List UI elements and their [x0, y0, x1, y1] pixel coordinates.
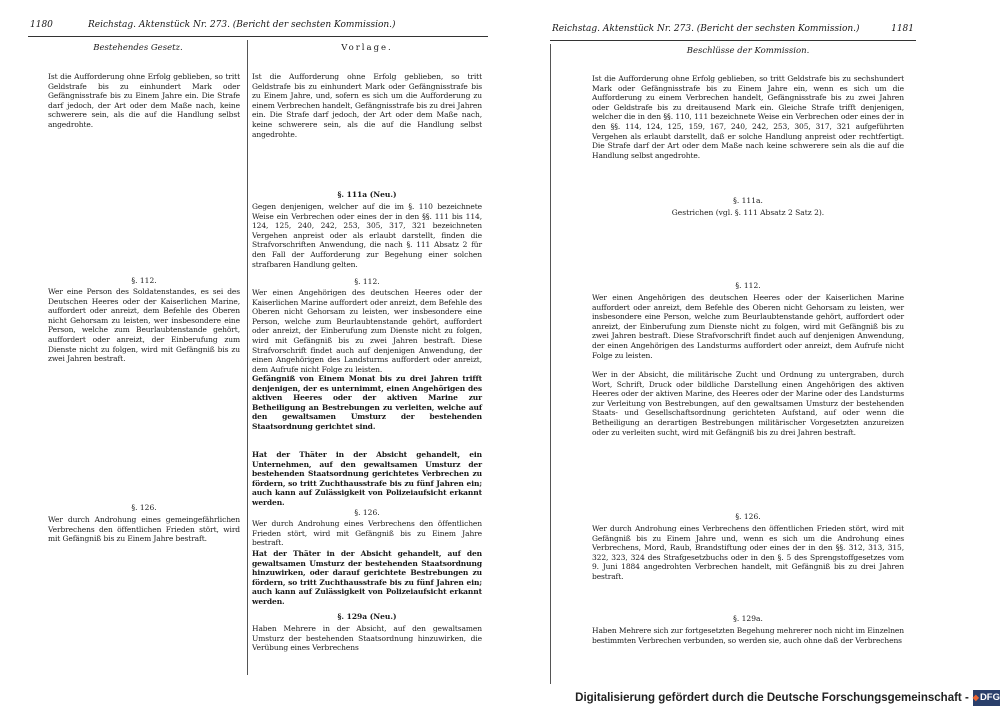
- digitization-footer: [575, 688, 1000, 707]
- dfg-arrow-icon: ◆: [972, 693, 979, 702]
- right-sec1-body: Gestrichen (vgl. §. 111 Absatz 2 Satz 2).: [671, 208, 825, 217]
- right-para1: Ist die Aufforderung ohne Erfolg geblieben, so tritt Geldstrafe bis zu sechshundert Mark oder Gefängnisstrafe bis zu Einem Jahre ein, wenn es sich um die Aufforderung zu einem Verbrechen handelt, Gefängnisstrafe bis zu zwei Jahren oder Geldstrafe bis zu dreitausend Mark ein. Gleiche Strafe trifft denjenigen, welcher die in den §§. 110, 111 bezeichnete Weise ein Verbrechen oder eines der in den §§. 114, 124, 125, 159, 167, 240, 242, 253, 305, 317, 321 aufgeführten Vergehen als erlaubt darstellt, daß er solche Handlung anpreist oder rechtfertigt. Die Strafe darf der Art oder dem Maße nach keine schwerere sein als die auf die Handlung selbst angedrohte.: [592, 74, 904, 160]
- left-col1-heading: Bestehendes Gesetz.: [93, 43, 183, 53]
- right-sec3-title: §. 126.: [735, 512, 761, 521]
- left-col2-sec2-body: Wer einen Angehörigen des deutschen Heeres oder der Kaiserlichen Marine auffordert oder anreizt, dem Befehle des Oberen nicht Gehorsam zu leisten, wer insbesondere eine Person, welche zum Beurlaubtenstande gehört, auffordert oder anreizt, der Einberufung zum Dienste nicht zu folgen, wird mit Gefängniß bis zu zwei Jahren bestraft. Diese Strafvorschrift findet auch auf denjenigen Anwendung, der einen Angehörigen des Landsturms auffordert oder anreizt, dem Aufrufe nicht Folge zu leisten.: [252, 288, 482, 374]
- left-col2-sec4-title: §. 129a (Neu.): [337, 612, 397, 621]
- dfg-logo-text: DFG: [979, 692, 1000, 703]
- left-col2-sec3-title: §. 126.: [354, 508, 380, 517]
- left-col1-sec3-title: §. 126.: [131, 503, 157, 512]
- right-col-heading: Beschlüsse der Kommission.: [686, 46, 810, 56]
- left-col2-sec3-body: Wer durch Androhung eines Verbrechens den öffentlichen Frieden stört, wird mit Gefängniß bis zu Einem Jahre bestraft.: [252, 519, 482, 548]
- right-sec4-body: Haben Mehrere sich zur fortgesetzten Begehung mehrerer noch nicht im Einzelnen bestimmten Verbrechen verbunden, so werden sie, auch ohne daß der Verbrechens: [592, 626, 904, 645]
- left-col1-para1: Ist die Aufforderung ohne Erfolg geblieben, so tritt Geldstrafe bis zu einhundert Mark oder Gefängnisstrafe bis zu Einem Jahre ein. Die Strafe darf jedoch, der Art oder dem Maße nach, keine schwerere sein, als die auf die Handlung selbst angedrohte.: [48, 72, 240, 129]
- right-header-rule: [550, 40, 916, 41]
- left-page-number: 1180: [30, 20, 53, 30]
- right-sec4-title: §. 129a.: [733, 614, 763, 623]
- dfg-logo: [973, 690, 1000, 706]
- left-col2-sec2-title: §. 112.: [354, 277, 380, 286]
- left-column-divider: [247, 40, 248, 675]
- right-sec2-para2: Wer in der Absicht, die militärische Zucht und Ordnung zu untergraben, durch Wort, Schrift, Druck oder bildliche Darstellung einen Angehörigen des aktiven Heeres oder der aktiven Marine, des Heeres oder der Marine oder des Landsturms zur Verleitung von Bestrebungen, auf den gewaltsamen Umsturz der bestehenden Staats- und Gesellschaftsordnung gerichteten Aufstand, auf oder wenn die Betheiligung an derartigen Bestrebungen militärischer Vorgesetzten anzureizen oder zu verleiten sucht, wird mit Gefängniß bis zu drei Jahren bestraft.: [592, 370, 904, 437]
- left-running-header: Reichstag. Aktenstück Nr. 273. (Bericht der sechsten Kommission.): [88, 20, 396, 30]
- left-col2-sec2-bold2: Hat der Thäter in der Absicht gehandelt, ein Unternehmen, auf den gewaltsamen Umsturz der bestehenden Staatsordnung gerichtetes Verbrechen zu fördern, so tritt Zuchthausstrafe bis zu fünf Jahren ein; auch kann auf Zulässigkeit von Polizeiaufsicht erkannt werden.: [252, 450, 482, 507]
- left-col2-sec2-bold: Gefängniß von Einem Monat bis zu drei Jahren trifft denjenigen, der es unternimmt, einen Angehörigen des aktiven Heeres oder der aktiven Marine zur Betheiligung an Bestrebungen zu verleiten, welche auf den gewaltsamen Umsturz der bestehenden Staatsordnung gerichtet sind.: [252, 374, 482, 431]
- right-sec1-title: §. 111a.: [733, 196, 763, 205]
- left-col1-sec2-title: §. 112.: [131, 276, 157, 285]
- left-col1-sec3-body: Wer durch Androhung eines gemeingefährlichen Verbrechens den öffentlichen Frieden stört, wird mit Gefängniß bis zu Einem Jahre bestraft.: [48, 515, 240, 544]
- left-col1-sec2-body: Wer eine Person des Soldatenstandes, es sei des Deutschen Heeres oder der Kaiserlichen Marine, auffordert oder anreizt, dem Befehle des Oberen nicht Gehorsam zu leisten, wer insbesondere eine Person, welche zum Beurlaubtenstande gehört, auffordert oder anreizt, der Einberufung zum Dienste nicht zu folgen, wird mit Gefängniß bis zu zwei Jahren bestraft.: [48, 287, 240, 364]
- left-col2-sec1-title: §. 111a (Neu.): [337, 190, 397, 199]
- right-page-number: 1181: [891, 24, 914, 34]
- right-running-header: Reichstag. Aktenstück Nr. 273. (Bericht der sechsten Kommission.): [552, 24, 860, 34]
- left-col2-heading: Vorlage.: [341, 43, 393, 53]
- left-header-rule: [28, 36, 488, 37]
- left-col2-sec3-bold: Hat der Thäter in der Absicht gehandelt, auf den gewaltsamen Umsturz der bestehenden Staatsordnung hinzuwirken, oder darauf gerichtete Bestrebungen zu fördern, so tritt Zuchthausstrafe bis zu fünf Jahren ein; auch kann auf Zulässigkeit von Polizeiaufsicht erkannt werden.: [252, 549, 482, 606]
- right-sec2-title: §. 112.: [735, 281, 761, 290]
- right-page-margin-line: [550, 44, 551, 684]
- footer-text: Digitalisierung gefördert durch die Deutsche Forschungsgemeinschaft -: [575, 691, 969, 704]
- right-sec2-body: Wer einen Angehörigen des deutschen Heeres oder der Kaiserlichen Marine auffordert oder anreizt, dem Befehle des Oberen nicht Gehorsam zu leisten, wer insbesondere eine Person, welche zum Beurlaubtenstande gehört, auffordert oder anreizt, der Einberufung zum Dienste nicht zu folgen, wird mit Gefängniß bis zu zwei Jahren bestraft. Diese Strafvorschrift findet auch auf denjenigen Anwendung, der einen Angehörigen des Landsturms auffordert oder anreizt, dem Aufrufe nicht Folge zu leisten.: [592, 293, 904, 360]
- right-sec3-body: Wer durch Androhung eines Verbrechens den öffentlichen Frieden stört, wird mit Gefängniß bis zu Einem Jahre und, wenn es sich um die Androhung eines Verbrechens, Mord, Raub, Brandstiftung oder eines der in den §§. 312, 313, 315, 322, 323, 324 des Strafgesetzbuchs oder in den §. 5 des Sprengstoffgesetzes vom 9. Juni 1884 angedrohten Verbrechen handelt, mit Gefängniß bis zu drei Jahren bestraft.: [592, 524, 904, 581]
- left-col2-sec1-body: Gegen denjenigen, welcher auf die im §. 110 bezeichnete Weise ein Verbrechen oder eines der in den §§. 111 bis 114, 124, 125, 240, 242, 253, 305, 317, 321 bezeichneten Vergehen anpreist oder als erlaubt darstellt, finden die Strafvorschriften Anwendung, die nach §. 111 Absatz 2 für den Fall der Aufforderung zur Begehung einer solchen strafbaren Handlung gelten.: [252, 202, 482, 269]
- left-col2-para1: Ist die Aufforderung ohne Erfolg geblieben, so tritt Geldstrafe bis zu einhundert Mark oder Gefängnisstrafe bis zu Einem Jahre, und, sofern es sich um die Aufforderung zu einem Verbrechen handelt, Gefängnisstrafe bis zu drei Jahren ein. Die Strafe darf jedoch, der Art oder dem Maße nach, keine schwerere sein, als die auf die Handlung selbst angedrohte.: [252, 72, 482, 139]
- left-col2-sec4-body: Haben Mehrere in der Absicht, auf den gewaltsamen Umsturz der bestehenden Staatsordnung hinzuwirken, die Verübung eines Verbrechens: [252, 624, 482, 653]
